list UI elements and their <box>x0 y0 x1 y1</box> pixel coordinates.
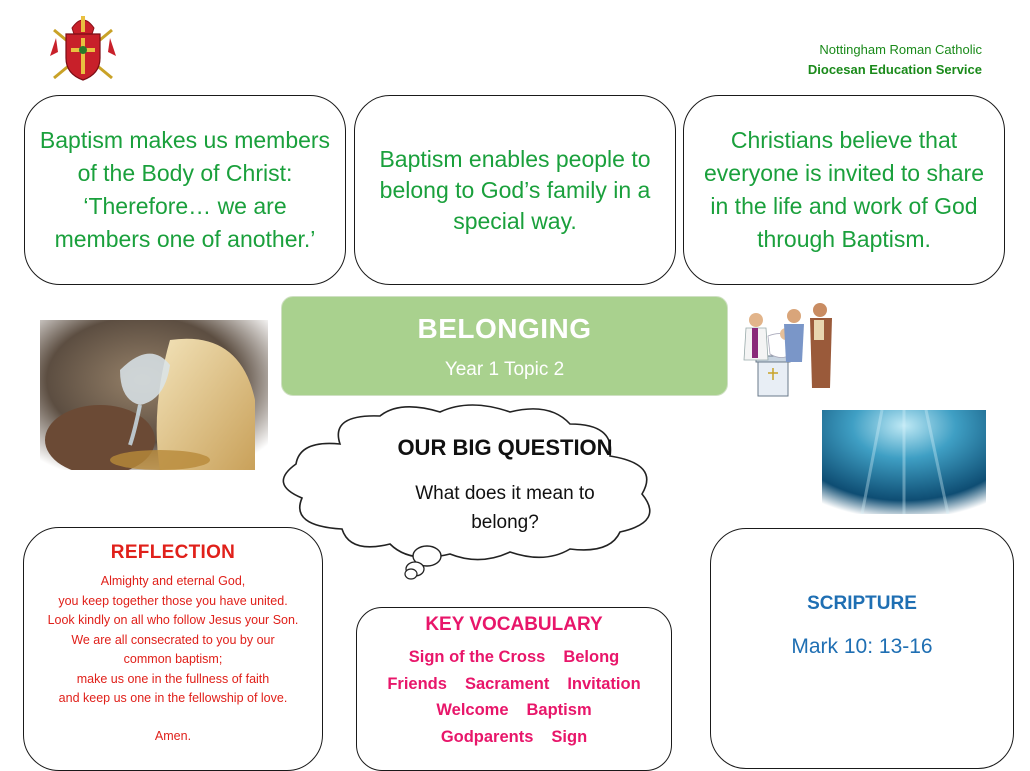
diocese-crest-logo <box>46 12 120 84</box>
vocabulary-word: Welcome <box>436 701 509 719</box>
big-question-title: OUR BIG QUESTION <box>397 435 613 460</box>
prayer-amen: Amen. <box>154 728 192 743</box>
scripture-box <box>710 528 1014 769</box>
organisation-name <box>808 40 982 80</box>
organisation-line1: Nottingham Roman Catholic <box>819 42 982 57</box>
statement-box-family <box>354 95 676 285</box>
statement-line: through Baptism. <box>757 226 931 252</box>
topic-banner <box>281 296 728 396</box>
statement-line: of the Body of Christ: <box>77 160 293 186</box>
vocabulary-heading: KEY VOCABULARY <box>425 614 603 635</box>
big-question-line: What does it mean to <box>415 483 595 504</box>
topic-subtitle: Year 1 Topic 2 <box>444 359 565 380</box>
big-question-line: belong? <box>471 512 539 533</box>
vocabulary-row <box>357 644 671 671</box>
statement-box-members <box>24 95 346 285</box>
key-vocabulary-box <box>356 607 672 771</box>
topic-title: BELONGING <box>417 313 592 344</box>
statement-line: Baptism makes us members <box>39 127 331 153</box>
statement-line: special way. <box>453 207 577 234</box>
prayer-line: Look kindly on all who follow Jesus your Son. <box>47 613 299 627</box>
baptism-family-illustration <box>742 298 838 398</box>
vocabulary-list <box>357 644 671 750</box>
prayer-line: We are all consecrated to you by our <box>71 632 275 647</box>
statement-line: everyone is invited to share <box>704 160 984 186</box>
scripture-reference: Mark 10: 13-16 <box>791 635 933 658</box>
statement-line: Christians believe that <box>730 127 958 153</box>
scripture-heading: SCRIPTURE <box>807 593 917 614</box>
statement-text <box>40 124 330 256</box>
vocabulary-row <box>357 697 671 724</box>
vocabulary-word: Friends <box>387 674 447 693</box>
statement-box-invited <box>683 95 1005 285</box>
reflection-prayer <box>24 572 322 746</box>
statement-line: in the life and work of God <box>710 193 978 219</box>
vocabulary-word: Sign of the Cross <box>408 648 546 666</box>
prayer-line: Almighty and eternal God, <box>100 574 246 588</box>
statement-text <box>704 124 984 256</box>
vocabulary-word: Invitation <box>567 674 641 693</box>
prayer-line: and keep us one in the fellowship of love. <box>58 691 288 705</box>
big-question-text <box>360 479 650 537</box>
statement-line: belong to God’s family in a <box>379 176 651 203</box>
reflection-heading: REFLECTION <box>110 542 236 563</box>
reflection-box <box>23 527 323 771</box>
prayer-line: common baptism; <box>123 652 223 666</box>
vocabulary-word: Godparents <box>440 727 534 746</box>
vocabulary-word: Belong <box>563 648 620 666</box>
prayer-line: you keep together those you have united. <box>58 593 288 608</box>
statement-line: members one of another.’ <box>54 226 316 252</box>
prayer-line: make us one in the fullness of faith <box>76 671 270 686</box>
statement-line: ‘Therefore… we are <box>83 193 287 219</box>
vocabulary-row <box>357 724 671 751</box>
baptism-pouring-photo <box>40 320 268 470</box>
vocabulary-row <box>357 671 671 698</box>
vocabulary-word: Sign <box>551 727 588 746</box>
vocabulary-word: Baptism <box>526 701 592 719</box>
statement-line: Baptism enables people to <box>379 145 651 172</box>
vocabulary-word: Sacrament <box>464 674 550 693</box>
underwater-photo <box>822 410 986 514</box>
statement-text <box>379 144 650 237</box>
organisation-line2: Diocesan Education Service <box>807 62 982 77</box>
